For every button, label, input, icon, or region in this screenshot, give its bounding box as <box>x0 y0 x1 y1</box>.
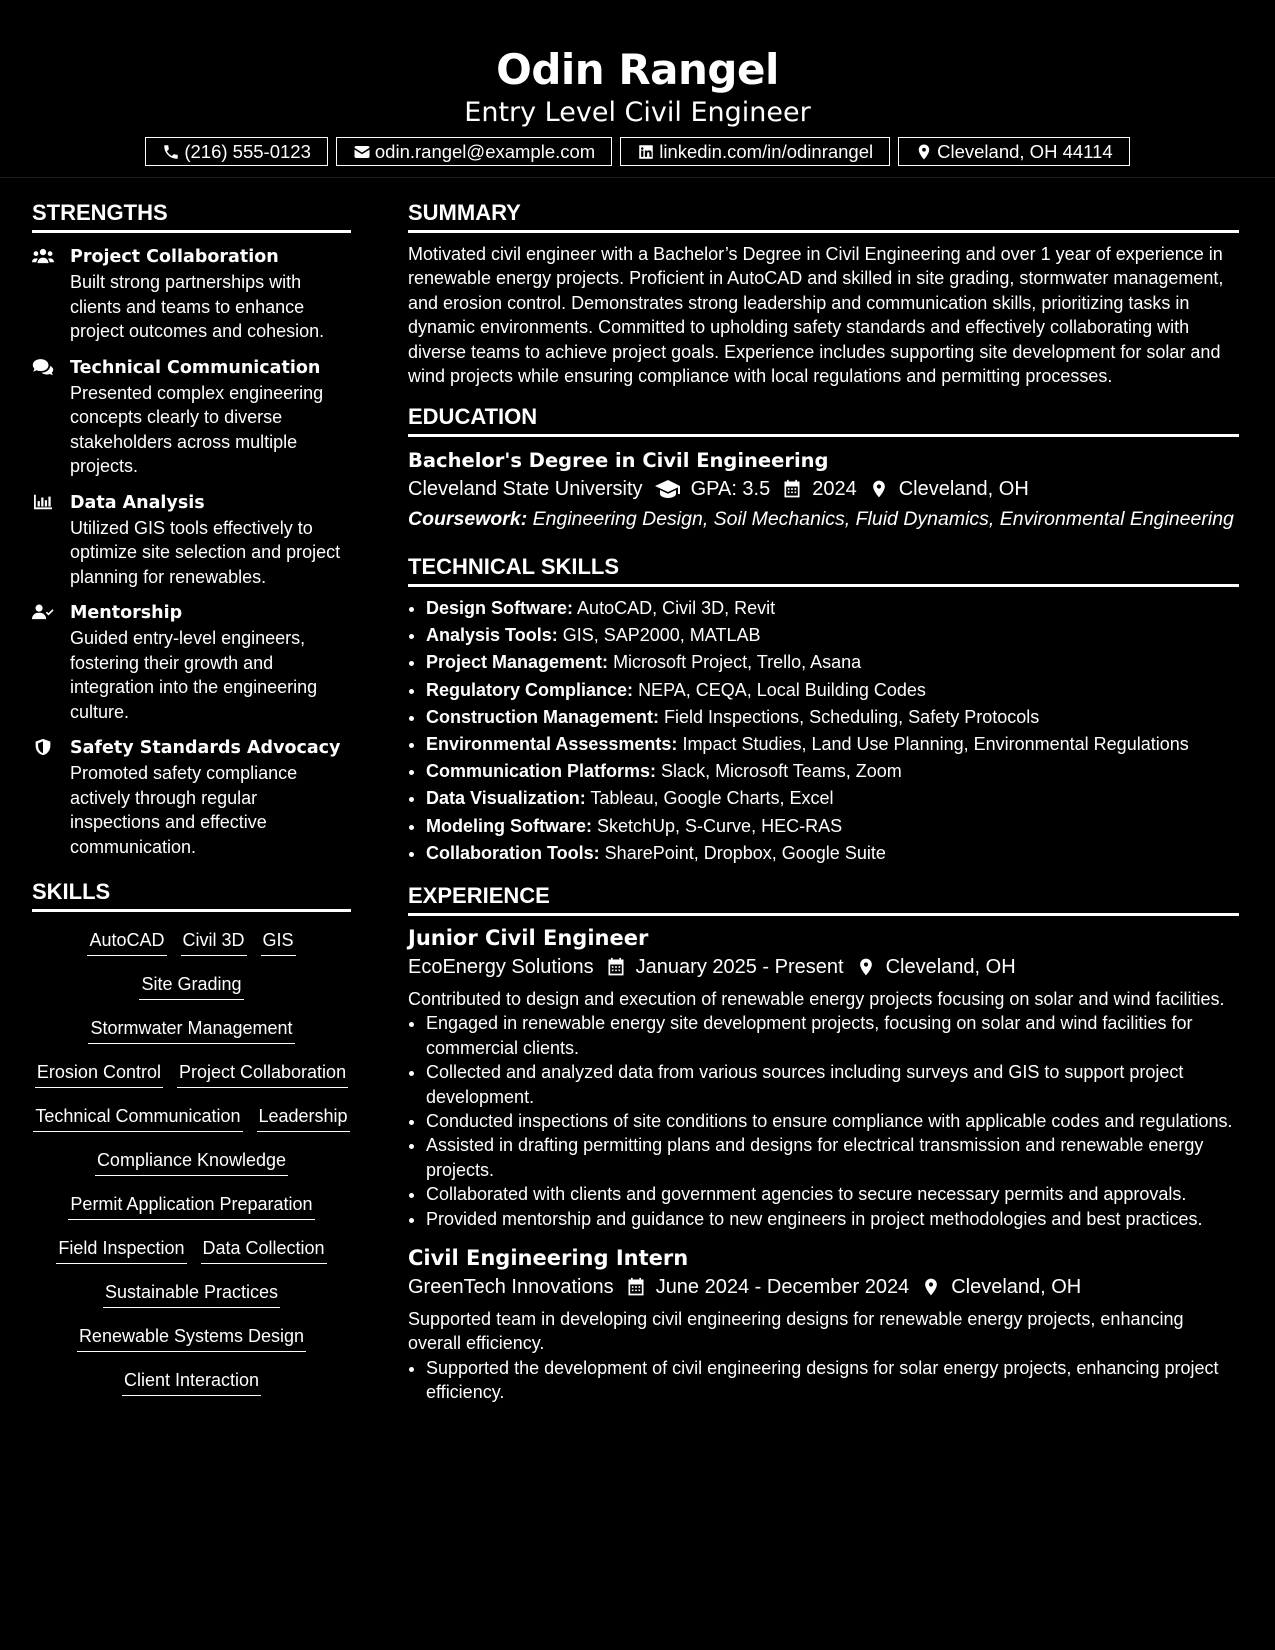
contact-location[interactable] <box>898 137 1130 166</box>
tech-skill-label: Design Software: <box>426 597 574 618</box>
candidate-title: Entry Level Civil Engineer <box>464 97 811 128</box>
skill-chip: Field Inspection <box>56 1236 186 1264</box>
contact-bar <box>0 137 1275 166</box>
calendar-icon <box>626 1277 646 1297</box>
tech-skill-label: Project Management: <box>426 652 609 673</box>
tech-skill-value: Impact Studies, Land Use Planning, Environmental Regulations <box>682 733 1189 754</box>
job-entry <box>408 1244 1239 1405</box>
school-name: Cleveland State University <box>408 478 643 501</box>
left-column <box>32 198 351 1396</box>
skill-chip: Permit Application Preparation <box>68 1192 314 1220</box>
strength-desc: Guided entry-level engineers, fostering their growth and integration into the engineering culture. <box>70 628 318 722</box>
skill-chip: Project Collaboration <box>177 1060 348 1088</box>
skill-chip: AutoCAD <box>87 928 166 956</box>
phone-text: (216) 555-0123 <box>184 140 311 162</box>
company-name: EcoEnergy Solutions <box>408 955 594 978</box>
tech-skill-label: Communication Platforms: <box>426 761 657 782</box>
strength-item <box>32 600 351 724</box>
job-meta <box>408 952 1239 982</box>
job-dates: January 2025 - Present <box>635 955 844 978</box>
strength-item <box>32 244 351 344</box>
list-item <box>426 622 1239 649</box>
skill-chip: Technical Communication <box>33 1104 242 1132</box>
users-icon <box>32 247 54 265</box>
list-item <box>426 813 1239 840</box>
graduation-year: 2024 <box>812 478 857 501</box>
linkedin-text: linkedin.com/in/odinrangel <box>659 140 874 162</box>
tech-skill-value: Field Inspections, Scheduling, Safety Protocols <box>664 706 1040 727</box>
skill-chip: Renewable Systems Design <box>77 1324 306 1352</box>
strength-title: Technical Communication <box>70 357 321 378</box>
skill-chip: GIS <box>261 928 296 956</box>
skill-chip: Erosion Control <box>35 1060 163 1088</box>
skill-chip: Site Grading <box>139 972 243 1000</box>
coursework-list: Engineering Design, Soil Mechanics, Fluid Dynamics, Environmental Engineering <box>532 508 1234 531</box>
strength-desc: Presented complex engineering concepts clearly to diverse stakeholders across multiple projects. <box>70 382 324 476</box>
job-entry <box>408 924 1239 1231</box>
tech-skill-label: Environmental Assessments: <box>426 733 678 754</box>
job-summary: Contributed to design and execution of renewable energy projects focusing on solar and wind facilities. <box>408 988 1225 1009</box>
job-dates: June 2024 - December 2024 <box>655 1276 910 1299</box>
skills-list <box>32 928 351 1396</box>
list-item: • Conducted inspections of site conditions to ensure compliance with applicable codes and regulations. <box>426 1109 1239 1133</box>
tech-skill-value: NEPA, CEQA, Local Building Codes <box>638 679 926 700</box>
skill-chip: Client Interaction <box>122 1368 261 1396</box>
comments-icon <box>32 358 54 376</box>
contact-phone[interactable] <box>145 137 328 166</box>
linkedin-icon <box>637 143 655 161</box>
envelope-icon <box>353 143 371 161</box>
list-item <box>426 649 1239 676</box>
job-summary: Supported team in developing civil engineering designs for renewable energy projects, enhancing overall efficiency. <box>408 1309 1184 1354</box>
tech-skill-label: Data Visualization: <box>426 788 586 809</box>
list-item <box>426 595 1239 622</box>
list-item <box>426 677 1239 704</box>
education-meta <box>408 474 1239 504</box>
location-text: Cleveland, OH 44114 <box>937 140 1113 162</box>
skill-chip: Sustainable Practices <box>103 1280 280 1308</box>
job-title: Civil Engineering Intern <box>408 1246 689 1271</box>
strength-title: Data Analysis <box>70 492 205 513</box>
strength-title: Safety Standards Advocacy <box>70 738 341 758</box>
experience-heading: EXPERIENCE <box>408 881 1239 916</box>
summary-text: Motivated civil engineer with a Bachelor’s Degree in Civil Engineering and over 1 year of experience in renewable energy projects. Proficient in AutoCAD and skilled in site grading, stormwater management, and erosion control. Demonstrates strong leadership and communication skills, prioritizing tasks in dynamic environments. Committed to upholding safety standards and effectively collaborating with diverse teams to achieve project goals. Experience includes supporting site development for solar and wind projects while ensuring compliance with local regulations and permitting processes. <box>408 244 1224 387</box>
tech-skill-label: Construction Management: <box>426 706 660 727</box>
phone-icon <box>162 143 180 161</box>
calendar-icon <box>606 957 626 977</box>
job-bullets <box>408 1011 1239 1231</box>
coursework <box>408 507 1239 532</box>
contact-linkedin[interactable] <box>620 137 890 166</box>
list-item <box>426 840 1239 867</box>
strength-item <box>32 490 351 590</box>
technical-skills-list <box>408 595 1239 867</box>
company-name: GreenTech Innovations <box>408 1276 614 1299</box>
strength-desc: Built strong partnerships with clients and teams to enhance project outcomes and cohesion. <box>70 272 325 341</box>
calendar-icon <box>782 479 802 499</box>
tech-skill-value: Slack, Microsoft Teams, Zoom <box>661 761 902 782</box>
tech-skill-value: SketchUp, S-Curve, HEC-RAS <box>597 815 843 836</box>
map-pin-icon <box>921 1277 941 1297</box>
strength-desc: Promoted safety compliance actively through regular inspections and effective communication. <box>70 763 298 857</box>
map-pin-icon <box>856 957 876 977</box>
list-item <box>426 785 1239 812</box>
skills-heading: SKILLS <box>32 877 351 912</box>
summary-heading: SUMMARY <box>408 198 1239 233</box>
tech-skill-label: Regulatory Compliance: <box>426 679 634 700</box>
job-title: Junior Civil Engineer <box>408 925 649 950</box>
strengths-heading: STRENGTHS <box>32 198 351 233</box>
user-check-icon <box>32 603 54 621</box>
tech-skill-label: Collaboration Tools: <box>426 842 600 863</box>
job-location: Cleveland, OH <box>951 1276 1082 1299</box>
list-item: • Supported the development of civil engineering designs for solar energy projects, enhancing project efficiency. <box>426 1356 1239 1405</box>
resume-header <box>0 0 1275 178</box>
education-heading: EDUCATION <box>408 402 1239 437</box>
skill-chip: Compliance Knowledge <box>95 1148 288 1176</box>
tech-skill-value: Tableau, Google Charts, Excel <box>590 788 834 809</box>
right-column <box>408 198 1239 1405</box>
job-location: Cleveland, OH <box>885 955 1016 978</box>
strength-title: Mentorship <box>70 603 183 623</box>
technical-skills-heading: TECHNICAL SKILLS <box>408 552 1239 587</box>
email-text: odin.rangel@example.com <box>374 140 596 162</box>
list-item: • Collaborated with clients and government agencies to secure necessary permits and approvals. <box>426 1182 1239 1206</box>
skill-chip: Leadership <box>257 1104 350 1132</box>
strength-item <box>32 355 351 479</box>
candidate-name: Odin Rangel <box>496 45 779 94</box>
skill-chip: Data Collection <box>201 1236 327 1264</box>
list-item <box>426 758 1239 785</box>
strength-title: Project Collaboration <box>70 247 279 267</box>
list-item: • Provided mentorship and guidance to new engineers in project methodologies and best practices. <box>426 1207 1239 1231</box>
tech-skill-label: Modeling Software: <box>426 815 592 836</box>
list-item <box>426 731 1239 758</box>
list-item <box>426 704 1239 731</box>
tech-skill-label: Analysis Tools: <box>426 625 558 646</box>
graduation-cap-icon <box>655 479 681 499</box>
list-item: • Engaged in renewable energy site development projects, focusing on solar and wind facilities for commercial clients. <box>426 1011 1239 1060</box>
tech-skill-value: SharePoint, Dropbox, Google Suite <box>604 842 886 863</box>
skill-chip: Stormwater Management <box>88 1016 294 1044</box>
tech-skill-value: GIS, SAP2000, MATLAB <box>562 625 761 646</box>
strength-item <box>32 735 351 859</box>
job-bullets <box>408 1356 1239 1405</box>
education-location: Cleveland, OH <box>898 478 1029 501</box>
chart-icon <box>32 493 54 511</box>
contact-email[interactable] <box>336 137 612 166</box>
skill-chip: Civil 3D <box>181 928 247 956</box>
list-item: • Assisted in drafting permitting plans and designs for electrical transmission and renewable energy projects. <box>426 1133 1239 1182</box>
list-item: • Collected and analyzed data from various sources including surveys and GIS to support project development. <box>426 1060 1239 1109</box>
degree-title: Bachelor's Degree in Civil Engineering <box>408 449 829 473</box>
coursework-label: Coursework: <box>408 508 528 531</box>
strength-desc: Utilized GIS tools effectively to optimize site selection and project planning for renewables. <box>70 517 341 587</box>
shield-icon <box>32 738 54 756</box>
tech-skill-value: Microsoft Project, Trello, Asana <box>613 652 862 673</box>
tech-skill-value: AutoCAD, Civil 3D, Revit <box>577 597 776 618</box>
map-pin-icon <box>869 479 889 499</box>
map-pin-icon <box>915 143 933 161</box>
gpa: GPA: 3.5 <box>690 478 771 501</box>
job-meta <box>408 1272 1239 1302</box>
